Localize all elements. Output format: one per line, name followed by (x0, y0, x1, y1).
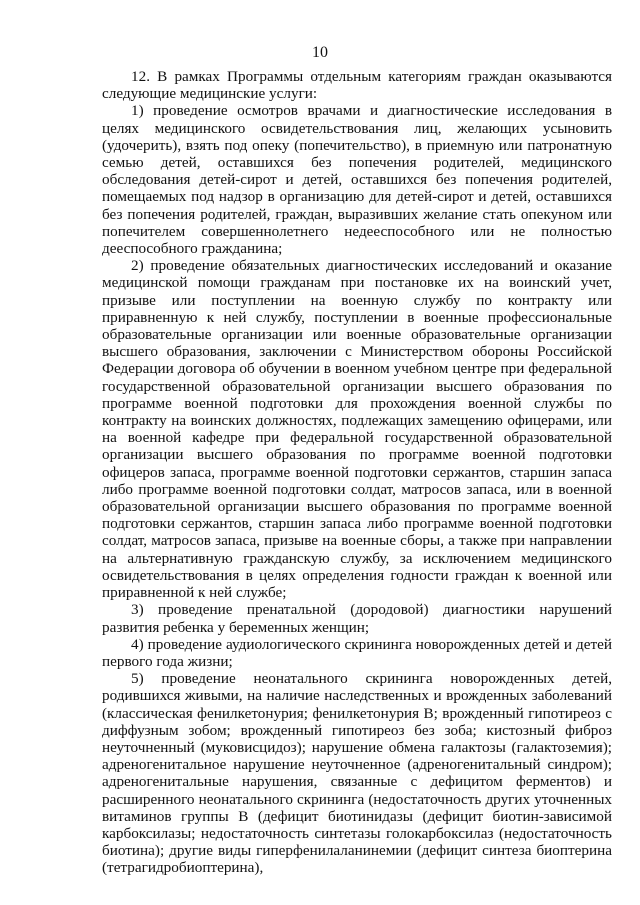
paragraph-subitem-2: 2) проведение обязательных диагностических исследований и оказание медицинской помощи гражданам при постановке их на воинский учет, призыве или поступлении на военную службу по контракту или приравненную к ней службу, поступлении в военные профессиональные образовательные организации или военные образовательные организации высшего образования, заключении с Министерством обороны Российской Федерации договора об обучении в военном учебном центре при федеральной государственной образовательной организации высшего образования по программе военной подготовки для прохождения военной службы по контракту на воинских должностях, подлежащих замещению офицерами, или на военной кафедре при федеральной государственной образовательной организации высшего образования по программе военной подготовки офицеров запаса, программе военной подготовки сержантов, старшин запаса либо программе военной подготовки солдат, матросов запаса, или в военной образовательной организации высшего образования по программе военной подготовки сержантов, старшин запаса либо программе военной подготовки солдат, матросов запаса, призыве на военные сборы, а также при направлении на альтернативную гражданскую службу, за исключением медицинского освидетельствования в целях определения годности граждан к военной или приравненной к ней службе; (102, 257, 612, 602)
page-number: 10 (312, 44, 328, 61)
paragraph-subitem-5: 5) проведение неонатального скрининга новорожденных детей, родившихся живыми, на наличие наследственных и врожденных заболеваний (классическая фенилкетонурия; фенилкетонурия B; врожденный гипотиреоз с диффузным зобом; врожденный гипотиреоз без зоба; кистозный фиброз неуточненный (муковисцидоз); нарушение обмена галактозы (галактоземия); адреногенитальное нарушение неуточненное (адреногенитальный синдром); адреногенитальные нарушения, связанные с дефицитом ферментов) и расширенного неонатального скрининга (недостаточность других уточненных витаминов группы B (дефицит биотинидазы (дефицит биотин-зависимой карбоксилазы; недостаточность синтетазы голокарбоксилаз (недостаточность биотина); другие виды гиперфенилаланинемии (дефицит синтеза биоптерина (тетрагидробиоптерина), (102, 670, 612, 877)
paragraph-subitem-4: 4) проведение аудиологического скрининга новорожденных детей и детей первого года жизни; (102, 635, 612, 670)
document-body (102, 68, 612, 877)
paragraph-subitem-3: 3) проведение пренатальной (дородовой) диагностики нарушений развития ребенка у беременных женщин; (102, 601, 612, 636)
paragraph-item-12-intro: 12. В рамках Программы отдельным категориям граждан оказываются следующие медицинские услуги: (102, 68, 612, 103)
paragraph-subitem-1: 1) проведение осмотров врачами и диагностические исследования в целях медицинского освидетельствования лиц, желающих усыновить (удочерить), взять под опеку (попечительство), в приемную или патронатную семью детей, оставшихся без попечения родителей, медицинского обследования детей-сирот и детей, оставшихся без попечения родителей, помещаемых под надзор в организацию для детей-сирот и детей, оставшихся без попечения родителей, граждан, выразивших желание стать опекуном или попечителем совершеннолетнего недееспособного или не полностью дееспособного гражданина; (102, 102, 612, 258)
